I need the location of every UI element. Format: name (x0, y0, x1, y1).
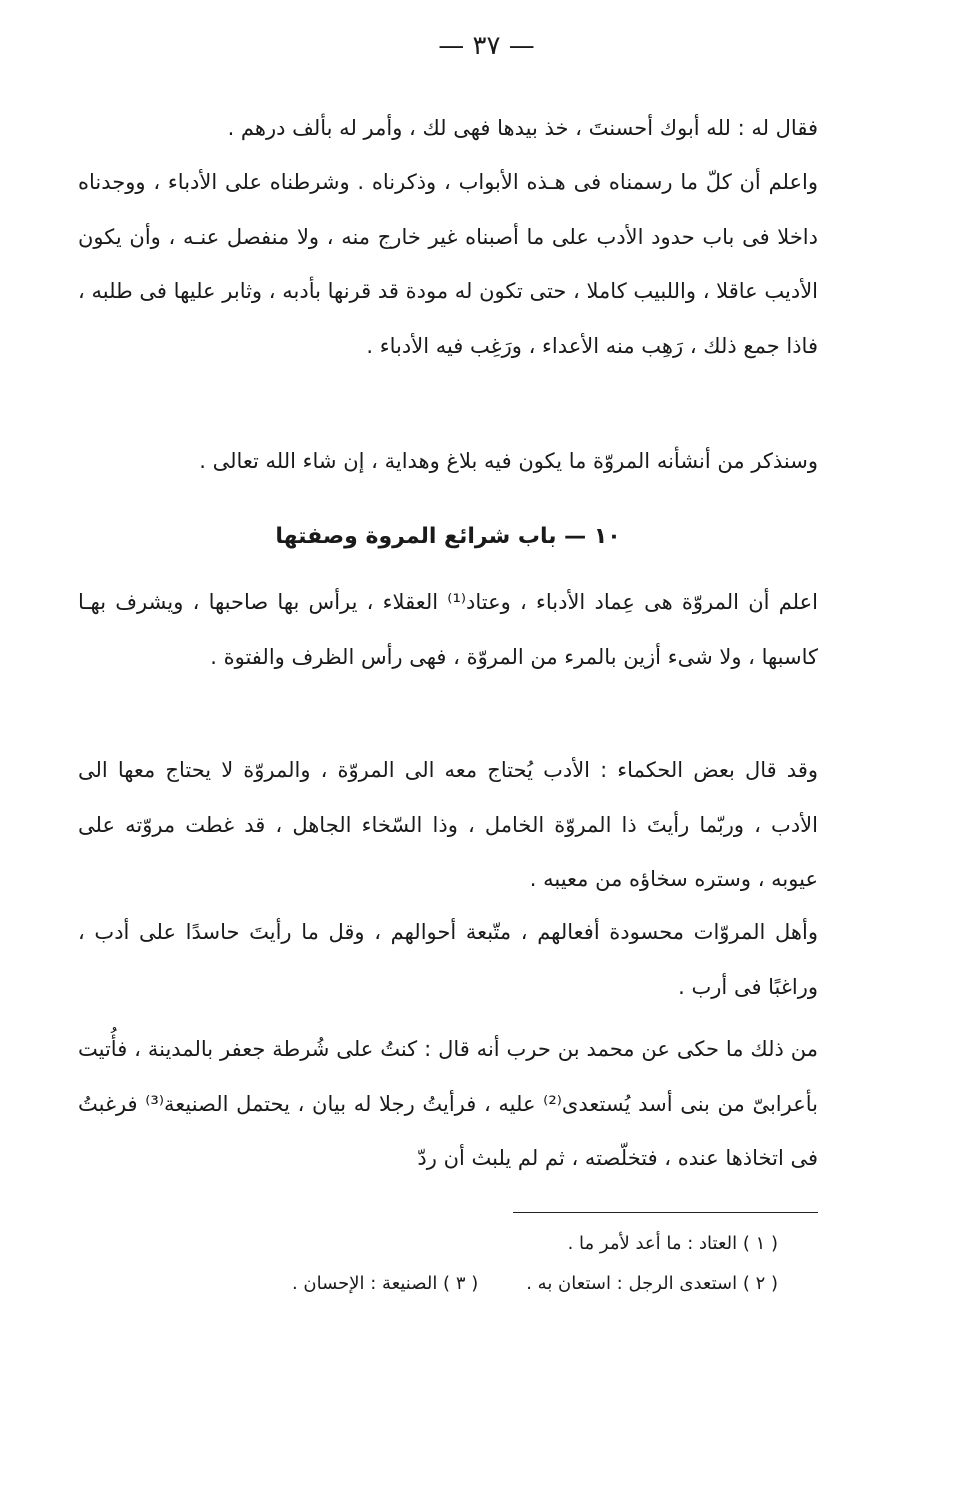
paragraph: فقال له : لله أبوك أحسنتَ ، خذ بيدها فهى لك ، وأمر له بألف درهم . (227, 116, 818, 140)
section-heading: ١٠ — باب شرائع المروة وصفتها (275, 524, 621, 549)
footnote-2-3 (78, 1264, 778, 1304)
paragraph: واعلم أن كلّ ما رسمناه فى هـذه الأبواب ، وذكرناه . وشرطناه على الأدباء ، ووجدناه داخلا فى باب حدود الأدب على ما أصبناه غير خارج منه ، ولا منفصل عنـه ، وأن يكون الأديب عاقلا ، واللبيب كاملا ، حتى تكون له مودة قد قرنها بأدبه ، وثابر عليها فى طلبه ، فاذا جمع ذلك ، رَهِب منه الأعداء ، ورَغِب فيه الأدباء . (78, 170, 818, 358)
footnote-1 (78, 1224, 778, 1264)
footnote-divider (513, 1212, 818, 1213)
paragraph: اعلم أن المروّة هى عِماد الأدباء ، وعتاد⁽¹⁾ العقلاء ، يرأس بها صاحبها ، ويشرف بهـا كاسبها ، ولا شىء أزين بالمرء من المروّة ، فهى رأس الظرف والفتوة . (78, 590, 818, 669)
paragraph: وسنذكر من أنشأنه المروّة ما يكون فيه بلاغ وهداية ، إن شاء الله تعالى . (199, 449, 818, 473)
footnote-text: ( ١ ) العتاد : ما أعد لأمر ما . (567, 1233, 778, 1254)
footnote-text: ( ٢ ) استعدى الرجل : استعان به . (526, 1273, 778, 1294)
page-number: — ٣٧ — (438, 31, 535, 61)
footnote-text: ( ٣ ) الصنيعة : الإحسان . (291, 1273, 479, 1294)
footnotes (78, 1224, 778, 1304)
paragraph: وأهل المروّات محسودة أفعالهم ، متّبعة أحوالهم ، وقل ما رأيتَ حاسدًا على أدب ، وراغبًا فى أرب . (78, 920, 818, 999)
paragraph: من ذلك ما حكى عن محمد بن حرب أنه قال : كنتُ على شُرطة جعفر بالمدينة ، فأُتيت بأعرابىّ من بنى أسد يُستعدى⁽²⁾ عليه ، فرأيتُ رجلا له بيان ، يحتمل الصنيعة⁽³⁾ فرغبتُ فى اتخاذها عنده ، فتخلّصته ، ثم لم يلبث أن ردّ (78, 1037, 819, 1170)
paragraph: وقد قال بعض الحكماء : الأدب يُحتاج معه الى المروّة ، والمروّة لا يحتاج معها الى الأدب ، وربّما رأيتَ ذا المروّة الخامل ، وذا السّخاء الجاهل ، قد غطت مروّته على عيوبه ، وستره سخاؤه من معيبه . (78, 758, 818, 891)
